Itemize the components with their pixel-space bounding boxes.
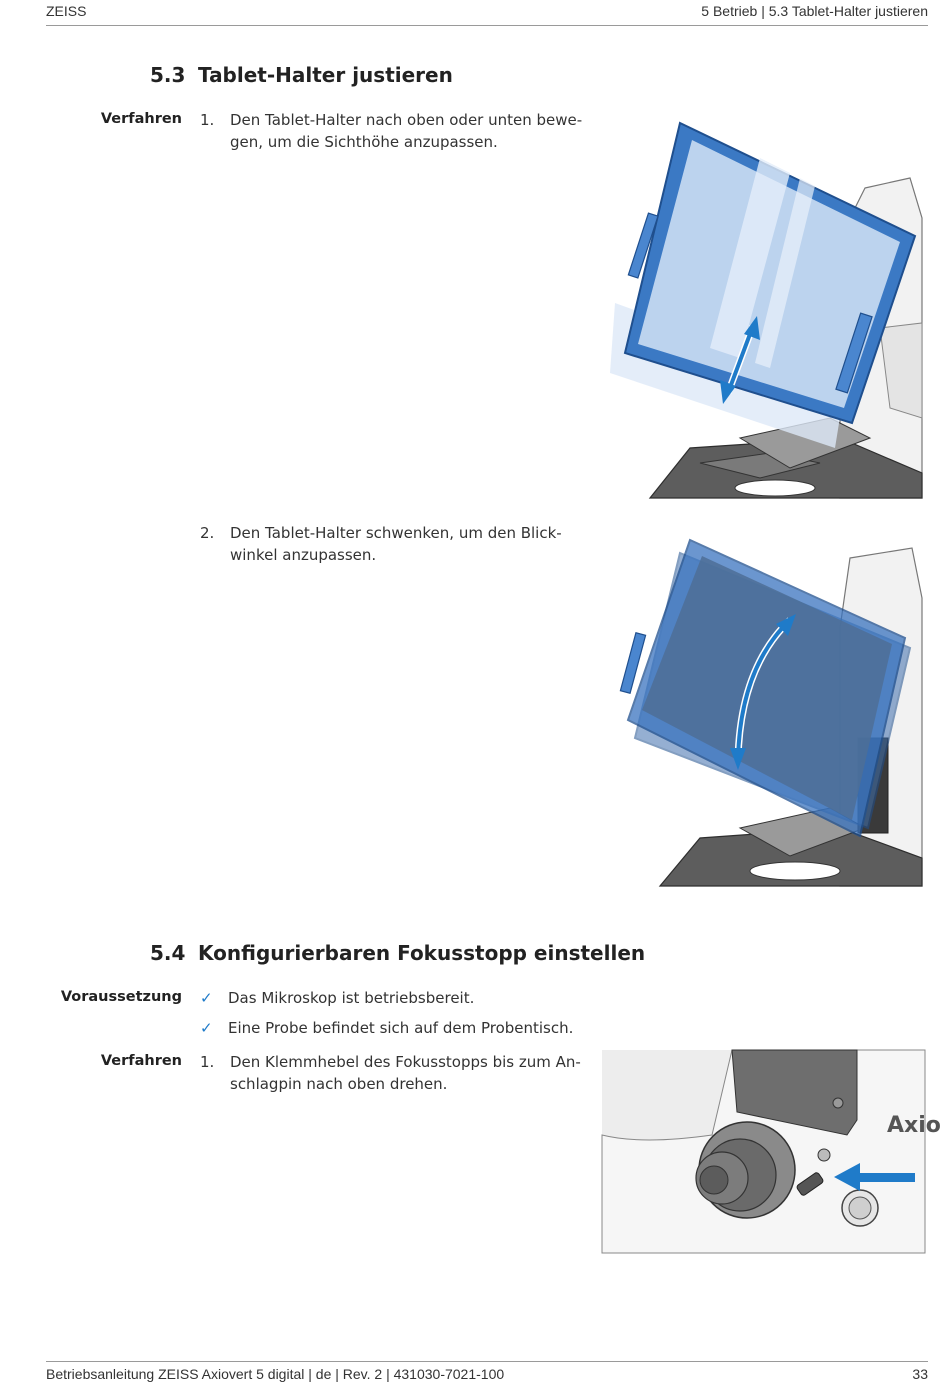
footer-document: Betriebsanleitung ZEISS Axiovert 5 digital | de | Rev. 2 | 431030-7021-100: [46, 1366, 505, 1382]
step-text: Den Tablet-Halter nach oben oder unten bewe-gen, um die Sichthöhe anzupassen.: [230, 111, 583, 151]
procedure-label-53: Verfahren: [100, 111, 182, 127]
header-section: 5 Betrieb | 5.3 Tablet-Halter justieren: [701, 3, 928, 19]
footer-rule: [46, 1361, 928, 1362]
step-text: Den Tablet-Halter schwenken, um den Blick-winkel anzupassen.: [230, 524, 562, 564]
step-54-1: [200, 1051, 585, 1095]
header-rule: [46, 25, 928, 26]
section-53-heading: Tablet-Halter justieren: [198, 63, 453, 87]
tablet-height-illustration: [610, 118, 925, 498]
section-54-title: [150, 941, 645, 965]
step-text: Den Klemmhebel des Fokusstopps bis zum An-schlagpin nach oben drehen.: [230, 1053, 581, 1093]
section-53-number: 5.3: [150, 63, 186, 87]
prerequisite-label: Voraussetzung: [60, 989, 182, 1005]
focus-stop-illustration: [602, 1050, 941, 1253]
checkmark-icon: ✓: [200, 1019, 213, 1037]
step-number: 1.: [200, 1053, 215, 1071]
step-number: 2.: [200, 524, 215, 542]
checkmark-icon: ✓: [200, 989, 213, 1007]
prerequisite-text: Das Mikroskop ist betriebsbereit.: [228, 989, 475, 1007]
section-54-heading: Konfigurierbaren Fokusstopp einstellen: [198, 941, 646, 965]
prerequisite-item: [200, 987, 620, 1009]
prerequisite-item: [200, 1017, 620, 1039]
step-53-1: [200, 109, 585, 153]
header-brand: ZEISS: [46, 3, 87, 19]
tablet-swivel-illustration: [620, 538, 925, 886]
device-label: Axio: [887, 1113, 941, 1138]
step-number: 1.: [200, 111, 215, 129]
section-54-number: 5.4: [150, 941, 186, 965]
prerequisite-text: Eine Probe befindet sich auf dem Probentisch.: [228, 1019, 574, 1037]
page-number: 33: [912, 1366, 928, 1382]
step-53-2: [200, 522, 585, 566]
procedure-label-54: Verfahren: [100, 1053, 182, 1069]
section-53-title: [150, 63, 453, 87]
